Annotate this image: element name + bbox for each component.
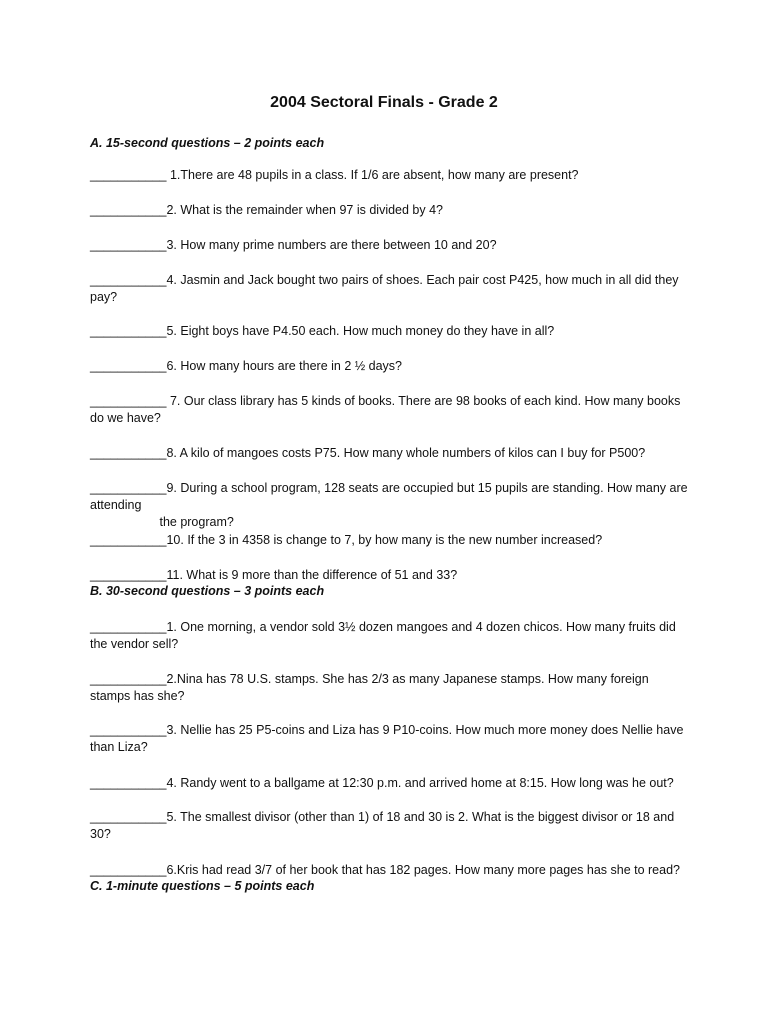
question-b1: ___________1. One morning, a vendor sold 3½ dozen mangoes and 4 dozen chicos. How many fruits did the vendor sell? [90, 620, 680, 651]
question-a7: ___________ 7. Our class library has 5 kinds of books. There are 98 books of each kind. How many books do we have? [90, 394, 684, 425]
question-b4: ___________4. Randy went to a ballgame at 12:30 p.m. and arrived home at 8:15. How long was he out? [90, 776, 674, 790]
question-b2: ___________2.Nina has 78 U.S. stamps. She has 2/3 as many Japanese stamps. How many foreign stamps has she? [90, 672, 653, 703]
question-a9: ___________9. During a school program, 128 seats are occupied but 15 pupils are standing. How many are attending the program? [90, 481, 688, 529]
question-a10: ___________10. If the 3 in 4358 is change to 7, by how many is the new number increased? [90, 533, 603, 547]
section-b-heading: B. 30-second questions – 3 points each [90, 584, 325, 598]
question-a2: ___________2. What is the remainder when 97 is divided by 4? [90, 203, 444, 217]
page-title: 2004 Sectoral Finals - Grade 2 [270, 94, 498, 111]
question-b3: ___________3. Nellie has 25 P5-coins and Liza has 9 P10-coins. How much more money does Nellie have than Liza? [90, 723, 687, 754]
question-a6: ___________6. How many hours are there in 2 ½ days? [90, 359, 403, 373]
question-a11: ___________11. What is 9 more than the difference of 51 and 33? [90, 568, 458, 582]
question-b5: ___________5. The smallest divisor (other than 1) of 18 and 30 is 2. What is the biggest divisor or 18 and 30? [90, 810, 678, 841]
question-a1: ___________ 1.There are 48 pupils in a class. If 1/6 are absent, how many are present? [90, 168, 579, 182]
section-a-heading: A. 15-second questions – 2 points each [90, 136, 325, 150]
question-a3: ___________3. How many prime numbers are there between 10 and 20? [90, 238, 497, 252]
question-a4: ___________4. Jasmin and Jack bought two pairs of shoes. Each pair cost P425, how much in all did they pay? [90, 273, 683, 304]
question-a5: ___________5. Eight boys have P4.50 each. How much money do they have in all? [90, 324, 555, 338]
question-b6: ___________6.Kris had read 3/7 of her book that has 182 pages. How many more pages has she to read? [90, 863, 680, 877]
question-a8: ___________8. A kilo of mangoes costs P75. How many whole numbers of kilos can I buy for P500? [90, 446, 646, 460]
section-c-heading: C. 1-minute questions – 5 points each [90, 879, 315, 893]
